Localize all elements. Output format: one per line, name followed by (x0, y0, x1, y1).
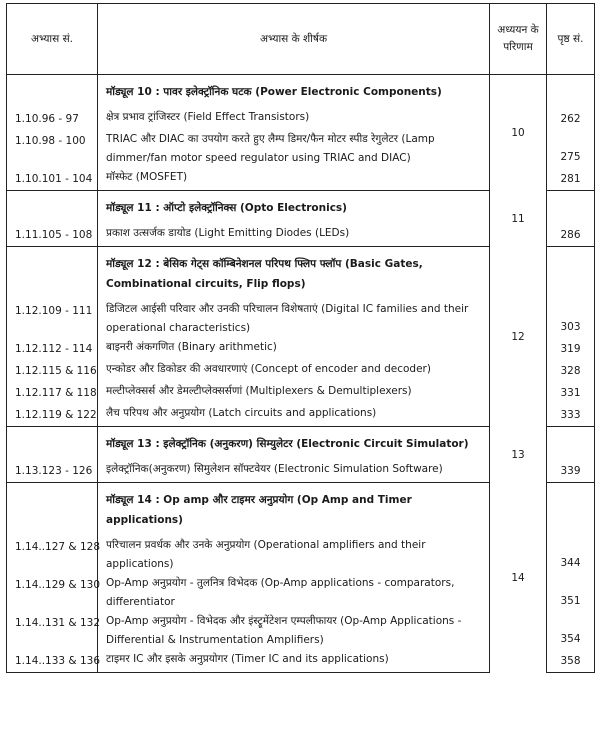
page-number-cell (547, 650, 595, 673)
module-heading-row (7, 191, 595, 225)
page-number-cell (547, 360, 595, 382)
learning-outcome-value: 11 (511, 212, 525, 225)
exercise-number-cell (7, 650, 98, 673)
page-number: 339 (560, 465, 581, 477)
page-number: 281 (560, 173, 581, 185)
page-number-cell (547, 300, 595, 338)
empty-page-cell (547, 191, 595, 225)
empty-code-cell (7, 75, 98, 109)
exercise-title-cell (98, 360, 490, 382)
exercise-title: Op-Amp अनुप्रयोग - तुलनित्र विभेदक (Op-Amp applications - comparators, differentiator (106, 577, 455, 608)
learning-outcome-cell (490, 427, 547, 483)
exercise-number: 1.10.96 - 97 (15, 113, 79, 125)
module-heading-cell (98, 427, 490, 461)
module-heading: मॉड्यूल 11 : ऑप्टो इलेक्ट्रॉनिक्स (Opto Electronics) (106, 202, 347, 214)
page-number: 333 (560, 409, 581, 421)
exercise-number: 1.10.101 - 104 (15, 173, 93, 185)
exercise-number: 1.12.117 & 118 (15, 387, 97, 399)
module-heading: मॉड्यूल 14 : Op amp और टाइमर अनुप्रयोग (Op Amp and Timer applications) (106, 494, 412, 526)
exercise-title-cell (98, 612, 490, 650)
exercise-title-cell (98, 130, 490, 168)
exercise-number: 1.14..127 & 128 (15, 541, 100, 553)
exercise-number-cell (7, 460, 98, 483)
page-number: 319 (560, 343, 581, 355)
exercise-title: Op-Amp अनुप्रयोग - विभेदक और इंस्ट्रूमेंटेशन एम्पलीफायर (Op-Amp Applications - Differential & Instrumentation Amplifiers) (106, 615, 462, 646)
header-exercise-title: अभ्यास के शीर्षक (98, 4, 490, 75)
exercise-title-cell (98, 300, 490, 338)
page-number: 262 (560, 113, 581, 125)
page-number-cell (547, 574, 595, 612)
exercise-number-cell (7, 224, 98, 247)
exercise-number: 1.14..133 & 136 (15, 655, 100, 667)
exercise-title-cell (98, 650, 490, 673)
page-number-cell (547, 382, 595, 404)
exercise-title: डिजिटल आईसी परिवार और उनकी परिचालन विशेषताएं (Digital IC families and their operational characteristics) (106, 303, 469, 334)
exercise-number-cell (7, 612, 98, 650)
page-number-cell (547, 108, 595, 130)
module-heading-row (7, 75, 595, 109)
module-heading: मॉड्यूल 10 : पावर इलेक्ट्रॉनिक घटक (Power Electronic Components) (106, 86, 442, 98)
exercise-number-cell (7, 130, 98, 168)
learning-outcome-value: 12 (511, 330, 525, 343)
empty-page-cell (547, 427, 595, 461)
table-body (7, 75, 595, 673)
page-number: 358 (560, 655, 581, 667)
exercise-title: टाइमर IC और इसके अनुप्रयोगर (Timer IC and its applications) (106, 653, 389, 665)
exercise-title: क्षेत्र प्रभाव ट्रांजिस्टर (Field Effect Transistors) (106, 111, 310, 123)
module-heading-cell (98, 247, 490, 301)
module-heading-cell (98, 75, 490, 109)
exercise-title-cell (98, 404, 490, 427)
exercise-title: परिचालन प्रवर्धक और उनके अनुप्रयोग (Operational amplifiers and their applications) (106, 539, 426, 570)
learning-outcome-cell (490, 483, 547, 673)
page-number-cell (547, 612, 595, 650)
exercise-number-cell (7, 300, 98, 338)
exercise-number: 1.10.98 - 100 (15, 135, 86, 147)
exercise-title-cell (98, 338, 490, 360)
module-heading-row (7, 247, 595, 301)
exercise-title: TRIAC और DIAC का उपयोग करते हुए लैम्प डिमर/फैन मोटर स्पीड रेगुलेटर (Lamp dimmer/fan motor speed regulator using TRIAC and DIAC) (106, 133, 435, 164)
exercise-number-cell (7, 108, 98, 130)
exercise-title: लैच परिपथ और अनुप्रयोग (Latch circuits and applications) (106, 407, 377, 419)
exercise-title-cell (98, 224, 490, 247)
page-number-cell (547, 404, 595, 427)
page-number-cell (547, 224, 595, 247)
page-number-cell (547, 168, 595, 191)
learning-outcome-value: 13 (511, 448, 525, 461)
exercise-title: मॉस्फेट (MOSFET) (106, 171, 188, 183)
learning-outcome-value: 10 (511, 126, 525, 139)
exercise-title-cell (98, 574, 490, 612)
exercise-number-cell (7, 536, 98, 574)
page-number: 303 (560, 321, 581, 333)
exercise-number: 1.14..131 & 132 (15, 617, 100, 629)
learning-outcome-cell (490, 247, 547, 427)
exercise-number-cell (7, 574, 98, 612)
module-heading: मॉड्यूल 12 : बेसिक गेट्स कॉम्बिनेशनल परिपथ फ्लिप फ्लॉप (Basic Gates, Combinational circuits, Flip flops) (106, 258, 423, 290)
module-heading-row (7, 483, 595, 537)
page-number: 351 (560, 595, 581, 607)
exercise-number-cell (7, 168, 98, 191)
exercise-number-cell (7, 404, 98, 427)
page-number-cell (547, 536, 595, 574)
exercise-number: 1.12.112 - 114 (15, 343, 93, 355)
header-learning-outcome (490, 4, 547, 75)
module-heading-cell (98, 483, 490, 537)
exercise-title-cell (98, 536, 490, 574)
page-number-cell (547, 460, 595, 483)
exercise-title: प्रकाश उत्सर्जक डायोड (Light Emitting Diodes (LEDs) (106, 227, 350, 239)
module-heading: मॉड्यूल 13 : इलेक्ट्रॉनिक (अनुकरण) सिम्युलेटर (Electronic Circuit Simulator) (106, 438, 469, 450)
exercise-number-cell (7, 360, 98, 382)
exercise-title-cell (98, 168, 490, 191)
empty-code-cell (7, 427, 98, 461)
empty-page-cell (547, 483, 595, 537)
exercise-title-cell (98, 108, 490, 130)
exercise-number-cell (7, 382, 98, 404)
header-page-no: पृष्ठ सं. (547, 4, 595, 75)
exercise-number-cell (7, 338, 98, 360)
exercise-title-cell (98, 382, 490, 404)
empty-code-cell (7, 247, 98, 301)
page-number: 344 (560, 557, 581, 569)
exercise-number: 1.11.105 - 108 (15, 229, 93, 241)
table-header (7, 4, 595, 75)
exercise-number: 1.14..129 & 130 (15, 579, 100, 591)
empty-page-cell (547, 247, 595, 301)
exercise-number: 1.12.109 - 111 (15, 305, 93, 317)
learning-outcome-value: 14 (511, 571, 525, 584)
exercise-title-cell (98, 460, 490, 483)
header-outcome-line1: अध्ययन के (497, 24, 539, 36)
exercise-number: 1.12.119 & 122 (15, 409, 97, 421)
empty-code-cell (7, 191, 98, 225)
empty-code-cell (7, 483, 98, 537)
header-outcome-line2: परिणाम (503, 41, 533, 53)
module-heading-row (7, 427, 595, 461)
module-heading-cell (98, 191, 490, 225)
page-number-cell (547, 338, 595, 360)
page-number: 354 (560, 633, 581, 645)
page-number: 286 (560, 229, 581, 241)
learning-outcome-cell (490, 191, 547, 247)
exercise-number: 1.13.123 - 126 (15, 465, 93, 477)
page-number-cell (547, 130, 595, 168)
learning-outcome-cell (490, 75, 547, 191)
contents-table (6, 3, 595, 673)
empty-page-cell (547, 75, 595, 109)
page-number: 275 (560, 151, 581, 163)
exercise-title: इलेक्ट्रॉनिक(अनुकरण) सिमुलेशन सॉफ्टवेयर (Electronic Simulation Software) (106, 463, 443, 475)
exercise-title: मल्टीप्लेक्सर्स और डेमल्टीप्लेक्सर्सणां (Multiplexers & Demultiplexers) (106, 385, 412, 397)
exercise-title: एन्कोडर और डिकोडर की अवधारणाएं (Concept of encoder and decoder) (106, 363, 431, 375)
page-number: 331 (560, 387, 581, 399)
header-exercise-no: अभ्यास सं. (7, 4, 98, 75)
exercise-number: 1.12.115 & 116 (15, 365, 97, 377)
exercise-title: बाइनरी अंकगणित (Binary arithmetic) (106, 341, 277, 353)
page-number: 328 (560, 365, 581, 377)
